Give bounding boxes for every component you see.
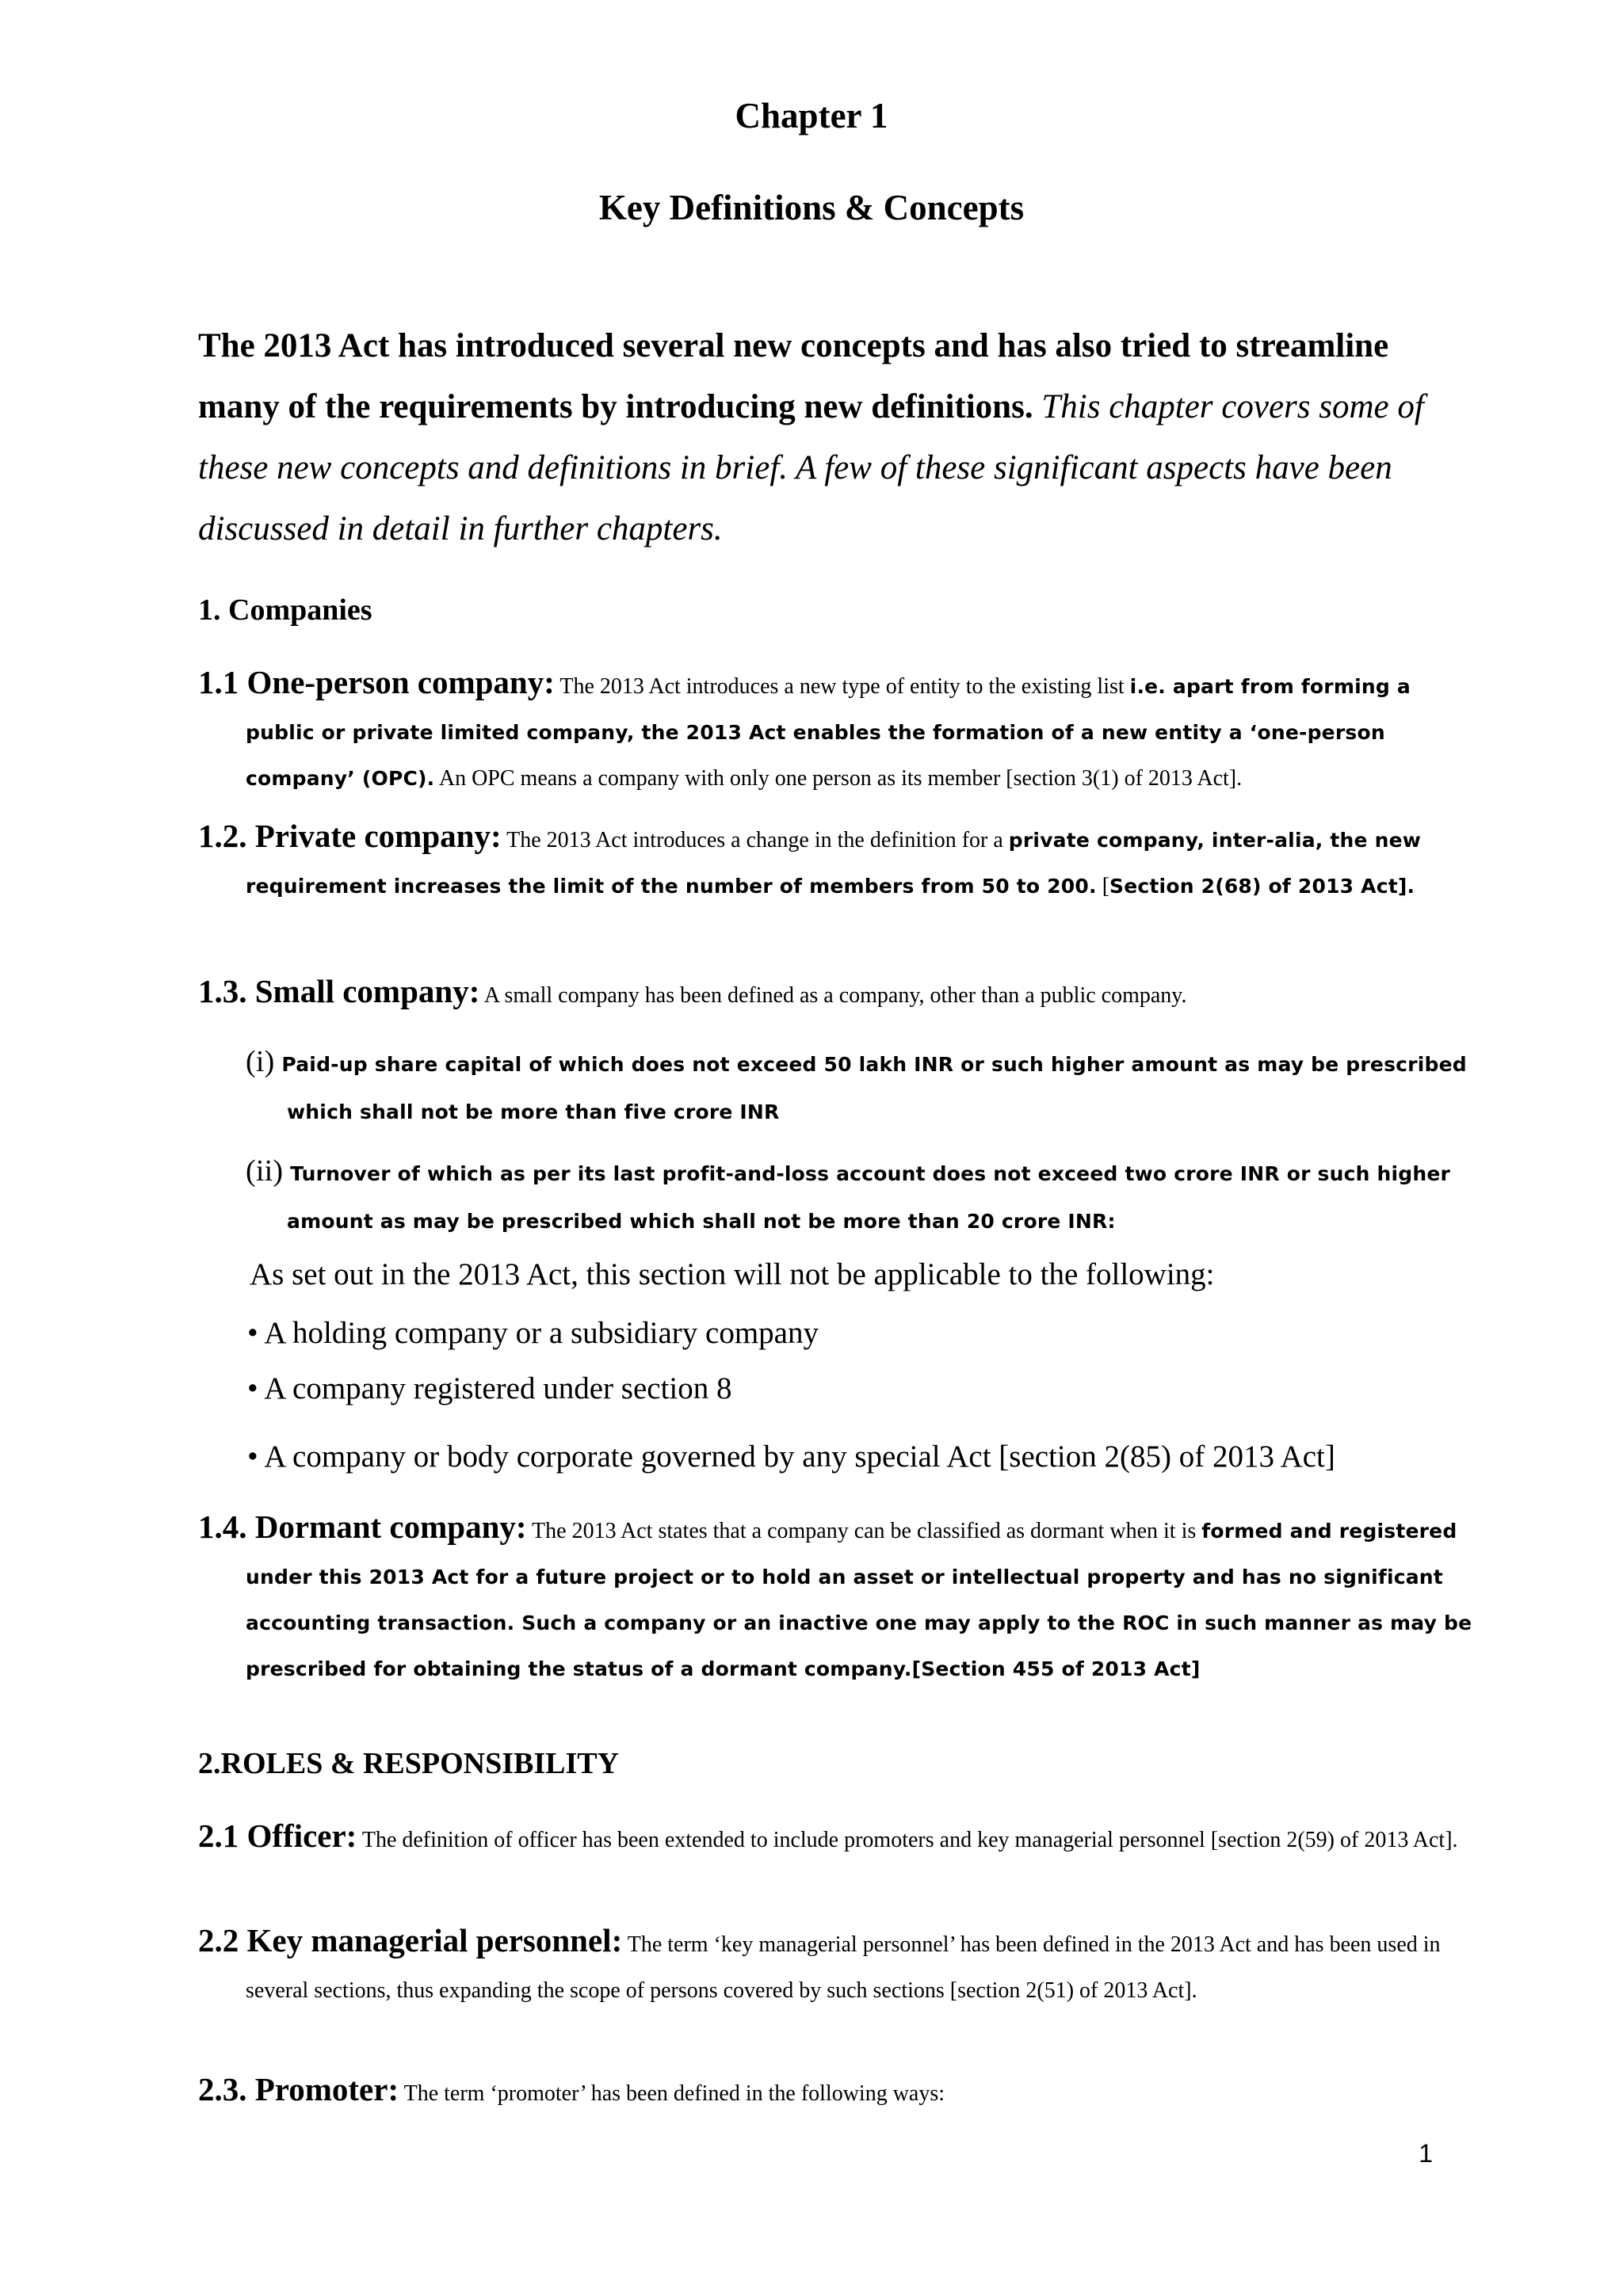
section-1-heading: 1. Companies — [198, 593, 372, 627]
definition-text: A small company has been defined as a company, other than a public company. — [483, 983, 1187, 1008]
intro-italic-text: This chapter covers some of these new concepts and definitions in brief. A few of these significant aspects have been discussed in detail in further chapters. — [198, 388, 1424, 547]
small-company-condition — [246, 1147, 1476, 1245]
condition-number: (i) — [246, 1045, 275, 1078]
definition-label: 1.1 One-person company: — [198, 664, 555, 700]
definition-reference: Section 2(68) of 2013 Act]. — [1109, 875, 1415, 898]
definition-dormant-company — [198, 1504, 1482, 1692]
definition-text: The term ‘key managerial personnel’ has been defined in the 2013 Act and has been used in several sections, thus expanding the scope of persons covered by such sections [section 2(51) of 2013 Act]. — [246, 1932, 1441, 2003]
definition-emphasis: i.e. apart from forming a public or private limited company, the 2013 Act enables the formation of a new entity a ‘one-person company’ (OPC). — [246, 675, 1411, 790]
definition-text: The definition of officer has been extended to include promoters and key managerial personnel [section 2(59) of 2013 Act]. — [361, 1828, 1458, 1852]
definition-bracket: [ — [1102, 874, 1110, 898]
chapter-subtitle: Key Definitions & Concepts — [598, 188, 1025, 227]
intro-paragraph — [198, 315, 1434, 559]
exclusion-intro: As set out in the 2013 Act, this section will not be applicable to the following: — [250, 1257, 1215, 1291]
definition-promoter — [198, 2066, 1482, 2117]
definition-text: The 2013 Act states that a company can be classified as dormant when it is — [532, 1519, 1197, 1543]
definition-tail: An OPC means a company with only one person as its member [section 3(1) of 2013 Act]. — [438, 766, 1243, 791]
definition-label: 2.3. Promoter: — [198, 2071, 399, 2107]
definition-label: 1.3. Small company: — [198, 973, 480, 1009]
definition-label: 1.4. Dormant company: — [198, 1508, 527, 1545]
definition-one-person-company — [198, 659, 1482, 802]
small-company-condition — [246, 1038, 1476, 1136]
definition-emphasis: private company, inter-alia, the new requirement increases the limit of the number of members from 50 to 200. — [246, 829, 1422, 898]
definition-text: The term ‘promoter’ has been defined in the following ways: — [403, 2081, 945, 2106]
definition-small-company — [198, 968, 1482, 1019]
exclusion-item: • A holding company or a subsidiary company — [247, 1316, 819, 1350]
definition-text: The 2013 Act introduces a change in the definition for a — [506, 828, 1003, 852]
definition-text: The 2013 Act introduces a new type of entity to the existing list — [559, 674, 1125, 699]
definition-label: 2.1 Officer: — [198, 1817, 357, 1854]
exclusion-item: • A company or body corporate governed by any special Act [section 2(85) of 2013 Act] — [247, 1440, 1335, 1474]
intro-bold-text: The 2013 Act has introduced several new concepts and has also tried to streamline many of the requirements by introducing new definitions. — [198, 327, 1389, 425]
exclusion-item: • A company registered under section 8 — [247, 1371, 732, 1405]
chapter-title: Chapter 1 — [735, 96, 888, 135]
definition-label: 1.2. Private company: — [198, 818, 502, 854]
definition-key-managerial-personnel — [198, 1917, 1482, 2014]
definition-private-company — [198, 813, 1482, 910]
page-number: 1 — [1419, 2139, 1433, 2168]
definition-officer — [198, 1813, 1482, 1863]
definition-emphasis: formed and registered under this 2013 Act for a future project or to hold an asset or intellectual property and has no significant accounting transaction. Such a company or an inactive one may apply to the ROC in such manner as may be prescribed for obtaining the status of a dormant company.[Section 455 of 2013 Act] — [246, 1520, 1472, 1680]
section-2-heading: 2.ROLES & RESPONSIBILITY — [198, 1747, 620, 1780]
condition-number: (ii) — [246, 1154, 284, 1188]
condition-text: Turnover of which as per its last profit-and-loss account does not exceed two crore INR or such higher amount as may be prescribed which shall not be more than 20 crore INR: — [287, 1162, 1451, 1233]
condition-text: Paid-up share capital of which does not exceed 50 lakh INR or such higher amount as may be prescribed which shall not be more than five crore INR — [281, 1053, 1467, 1123]
definition-label: 2.2 Key managerial personnel: — [198, 1922, 623, 1958]
